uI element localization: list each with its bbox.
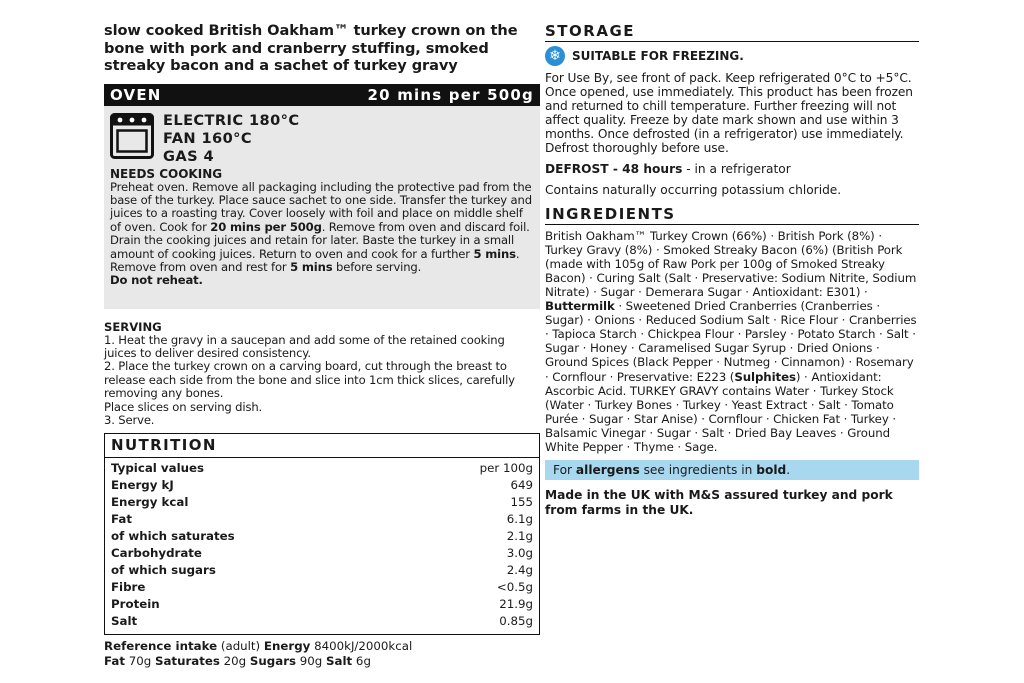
nutrition-label: of which saturates xyxy=(111,529,235,544)
allergen-advice: For allergens see ingredients in bold. xyxy=(545,460,919,480)
storage-title: STORAGE xyxy=(545,22,919,42)
needs-cooking-heading: NEEDS COOKING xyxy=(110,166,223,181)
nutrition-row xyxy=(111,613,533,630)
freezing-note xyxy=(545,46,919,66)
oven-temperatures xyxy=(110,112,534,166)
ingredients-title: INGREDIENTS xyxy=(545,205,919,225)
nutrition-value: <0.5g xyxy=(496,580,533,595)
oven-label: OVEN xyxy=(110,85,162,104)
nutrition-title: NUTRITION xyxy=(105,434,539,458)
storage-text: For Use By, see front of pack. Keep refrigerated 0°C to +5°C. Once opened, use immediately. This product has been frozen and returned to chill temperature. Further freezing will not affect quality. Freeze by date mark shown and use within 3 months. Once defrosted (in a refrigerator) use immediately. Defrost thoroughly before use. xyxy=(545,71,913,156)
reference-intake: Reference intake (adult) Energy 8400kJ/2000kcal Fat 70g Saturates 20g Sugars 90g Salt 6g xyxy=(104,639,413,668)
right-column xyxy=(545,22,919,517)
ingredients-list: British Oakham™ Turkey Crown (66%) · British Pork (8%) · Turkey Gravy (8%) · Smoked Streaky Bacon (6%) (British Pork (made with 105g of Raw Pork per 100g of Smoked Streaky Bacon) · Curing Salt (Salt · Preservative: Sodium Nitrite, Sodium Nitrate) · Sugar · Demerara Sugar · Antioxidant: E301) · Buttermilk · Sweetened Dried Cranberries (Cranberries · Sugar) · Onions · Reduced Sodium Salt · Rice Flour · Cranberries · Tapioca Starch · Chickpea Flour · Parsley · Potato Starch · Salt · Sugar · Honey · Caramelised Sugar Syrup · Dried Onions · Ground Spices (Black Pepper · Nutmeg · Cinnamon) · Rosemary · Cornflour · Preservative: E223 (Sulphites) · Antioxidant: Ascorbic Acid. TURKEY GRAVY contains Water · Turkey Stock (Water · Turkey Bones · Turkey · Yeast Extract · Salt · Tomato Purée · Sugar · Star Anise) · Cornflour · Chicken Fat · Turkey · Balsamic Vinegar · Sugar · Salt · Dried Bay Leaves · Ground White Pepper · Thyme · Sage. xyxy=(545,228,917,454)
nutrition-label: Fat xyxy=(111,512,132,527)
nutrition-label: Salt xyxy=(111,614,138,629)
cooking-method: Preheat oven. Remove all packaging including the protective pad from the base of the turkey. Place sauce sachet to one side. Transfer the turkey and juices to a roasting tray. Cover loosely with foil and place on middle shelf of oven. Cook for 20 mins per 500g. Remove from oven and discard foil. Drain the cooking juices and retain for later. Baste the turkey in a small amount of cooking juices. Return to oven and cook for a further 5 mins. Remove from oven and rest for 5 mins before serving. Do not reheat. xyxy=(110,179,532,288)
nutrition-row xyxy=(111,579,533,596)
temp-fan: FAN 160°C xyxy=(163,129,252,147)
oven-icon xyxy=(110,113,154,159)
nutrition-value: 6.1g xyxy=(506,512,533,527)
serving-heading: SERVING xyxy=(104,319,162,334)
nutrition-label: Energy kJ xyxy=(111,478,174,493)
product-title: slow cooked British Oakham™ turkey crown on the bone with pork and cranberry stuffing, smoked streaky bacon and a sachet of turkey gravy xyxy=(104,22,518,74)
freezing-label: SUITABLE FOR FREEZING. xyxy=(572,49,744,63)
nutrition-table xyxy=(104,433,540,635)
serving-step-3: 3. Serve. xyxy=(104,412,155,427)
serving-section xyxy=(104,321,540,428)
nutrition-label: Energy kcal xyxy=(111,495,189,510)
nutrition-row xyxy=(111,494,533,511)
temp-gas: GAS 4 xyxy=(163,147,215,165)
nutrition-label: of which sugars xyxy=(111,563,216,578)
serving-step-2b: Place slices on serving dish. xyxy=(104,399,263,414)
potassium-note: Contains naturally occurring potassium chloride. xyxy=(545,182,842,197)
nutrition-label: Fibre xyxy=(111,580,146,595)
oven-time-rate: 20 mins per 500g xyxy=(367,85,534,104)
nutrition-value: 21.9g xyxy=(499,597,533,612)
snowflake-icon: ❄ xyxy=(545,46,565,66)
nutrition-value: 155 xyxy=(510,495,533,510)
defrost-note: DEFROST - 48 hours - in a refrigerator xyxy=(545,161,791,176)
nutrition-row xyxy=(111,562,533,579)
nutrition-header-row: Typical values per 100g xyxy=(111,461,533,476)
nutrition-row xyxy=(111,528,533,545)
nutrition-value: 2.4g xyxy=(506,563,533,578)
nutrition-value: 0.85g xyxy=(499,614,533,629)
nutrition-row xyxy=(111,596,533,613)
origin-statement: Made in the UK with M&S assured turkey and pork from farms in the UK. xyxy=(545,488,893,517)
oven-instructions-panel xyxy=(104,106,540,309)
left-column xyxy=(104,22,540,668)
nutrition-value: 2.1g xyxy=(506,529,533,544)
nutrition-row xyxy=(111,511,533,528)
oven-header-bar xyxy=(104,84,540,106)
nutrition-value: 649 xyxy=(510,478,533,493)
serving-step-2: 2. Place the turkey crown on a carving board, cut through the breast to release each side from the bone and slice into 1cm thick slices, carefully removing any bones. xyxy=(104,359,515,401)
nutrition-label: Protein xyxy=(111,597,160,612)
serving-step-1: 1. Heat the gravy in a saucepan and add some of the retained cooking juices to deliver desired consistency. xyxy=(104,332,505,360)
temp-electric: ELECTRIC 180°C xyxy=(163,111,300,129)
nutrition-label: Carbohydrate xyxy=(111,546,202,561)
nutrition-row xyxy=(111,545,533,562)
nutrition-value: 3.0g xyxy=(506,546,533,561)
nutrition-row xyxy=(111,477,533,494)
